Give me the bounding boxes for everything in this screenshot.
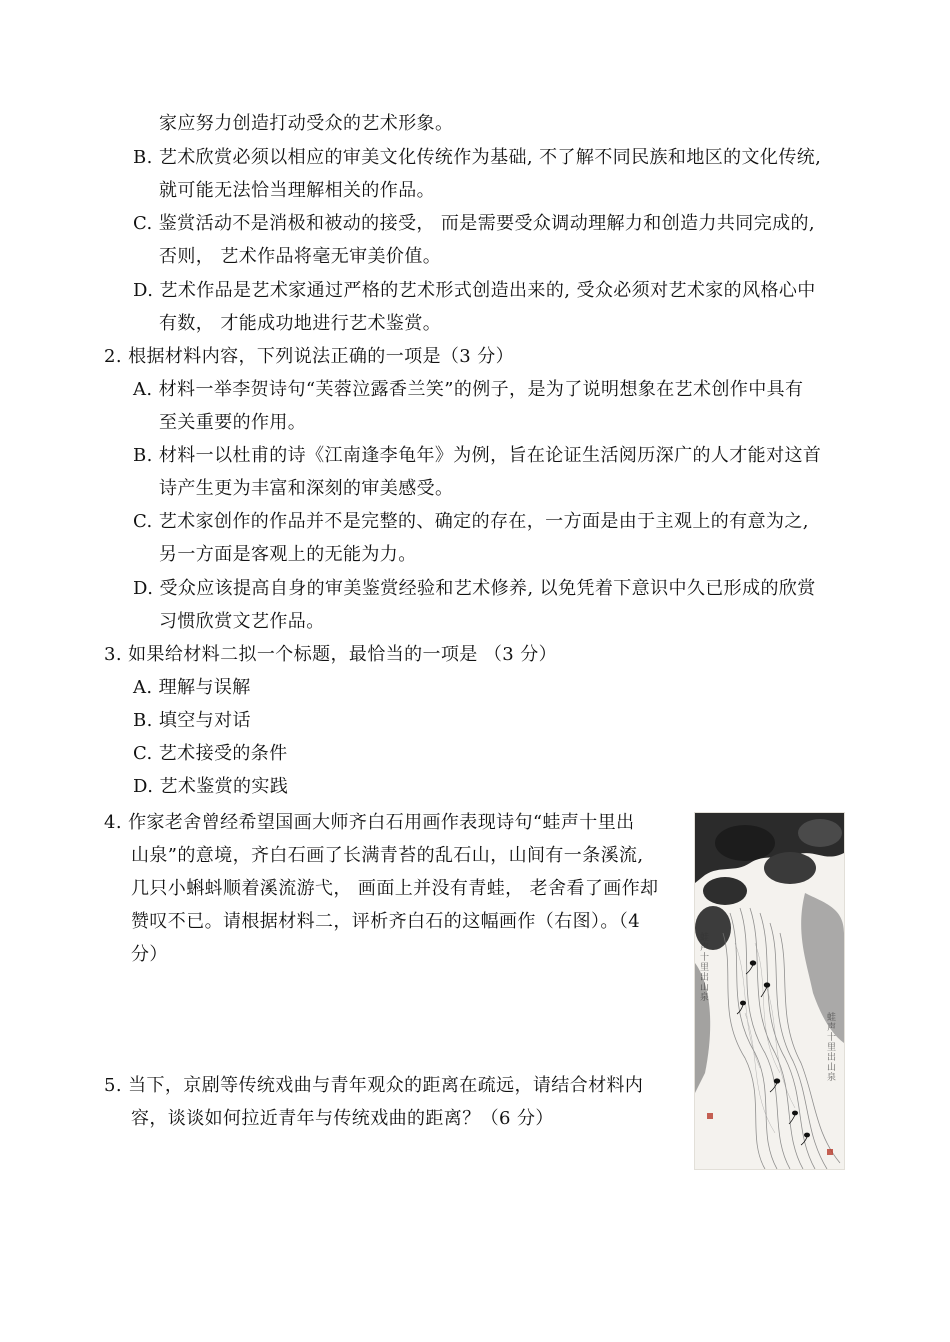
q2-option-d — [133, 576, 816, 602]
q3-option-d — [133, 774, 288, 800]
option-label: A. — [133, 379, 153, 400]
q5-line-1: 5. 当下，京剧等传统戏曲与青年观众的距离在疏远，请结合材料内 — [104, 1075, 644, 1096]
q3-option-a — [133, 675, 251, 701]
option-label: C. — [133, 213, 153, 234]
option-text: 填空与对话 — [158, 710, 251, 731]
option-label: D. — [133, 578, 154, 599]
painting-inscription-right: 蛙声十里出山泉 — [827, 1013, 837, 1083]
option-label: A. — [133, 677, 153, 698]
option-label: C. — [133, 743, 153, 764]
option-label: B. — [133, 147, 153, 168]
q1-option-b — [133, 145, 821, 171]
option-text: 艺术鉴赏的实践 — [159, 776, 289, 797]
option-text: 材料一举李贺诗句“芙蓉泣露香兰笑”的例子，是为了说明想象在艺术创作中具有 — [158, 379, 804, 400]
q2-option-d-cont: 习惯欣赏文艺作品。 — [159, 611, 325, 632]
q1-option-c — [133, 211, 815, 237]
option-text: 材料一以杜甫的诗《江南逢李龟年》为例，旨在论证生活阅历深广的人才能对这首 — [158, 445, 822, 466]
q4-line-5: 分） — [131, 944, 168, 965]
painting-inscription: 蛙声十里出山泉 — [700, 933, 710, 1003]
q2-option-c-cont: 另一方面是客观上的无能为力。 — [159, 544, 417, 565]
q2-option-b — [133, 443, 821, 469]
q2-option-c — [133, 509, 809, 535]
q3-option-b — [133, 708, 251, 734]
option-label: B. — [133, 445, 153, 466]
option-text: 艺术接受的条件 — [158, 743, 288, 764]
option-text: 艺术欣赏必须以相应的审美文化传统作为基础, 不了解不同民族和地区的文化传统, — [158, 147, 822, 168]
option-text: 理解与误解 — [158, 677, 251, 698]
option-label: D. — [133, 280, 154, 301]
q2-stem: 2. 根据材料内容，下列说法正确的一项是（3 分） — [104, 346, 515, 367]
q4-line-2: 山泉”的意境，齐白石画了长满青苔的乱石山，山间有一条溪流, — [131, 845, 644, 866]
q5-line-2: 容，谈谈如何拉近青年与传统戏曲的距离？（6 分） — [131, 1108, 554, 1129]
ink-painting-image — [694, 812, 845, 1170]
option-text: 艺术作品是艺术家通过严格的艺术形式创造出来的, 受众必须对艺术家的风格心中 — [159, 280, 816, 301]
q2-option-b-cont: 诗产生更为丰富和深刻的审美感受。 — [159, 478, 454, 499]
option-label: D. — [133, 776, 154, 797]
q4-line-1: 4. 作家老舍曾经希望国画大师齐白石用画作表现诗句“蛙声十里出 — [104, 812, 635, 833]
q1-option-d — [133, 278, 816, 304]
q1-option-d-cont: 有数， 才能成功地进行艺术鉴赏。 — [159, 313, 442, 334]
q4-line-3: 几只小蝌蚪顺着溪流游弋， 画面上并没有青蛙， 老舍看了画作却 — [131, 878, 659, 899]
q4-line-4: 赞叹不已。请根据材料二，评析齐白石的这幅画作（右图）。（4 — [131, 911, 641, 932]
option-text: 鉴赏活动不是消极和被动的接受， 而是需要受众调动理解力和创造力共同完成的, — [158, 213, 816, 234]
ink-painting-svg — [695, 813, 844, 1169]
q2-option-a — [133, 377, 803, 403]
option-text: 受众应该提高自身的审美鉴赏经验和艺术修养, 以免凭着下意识中久已形成的欣赏 — [159, 578, 816, 599]
q2-option-a-cont: 至关重要的作用。 — [159, 412, 307, 433]
q3-option-c — [133, 741, 288, 767]
option-label: B. — [133, 710, 153, 731]
q3-stem: 3. 如果给材料二拟一个标题，最恰当的一项是 （3 分） — [104, 644, 557, 665]
option-text: 艺术家创作的作品并不是完整的、确定的存在，一方面是由于主观上的有意为之, — [158, 511, 809, 532]
q1-option-b-cont: 就可能无法恰当理解相关的作品。 — [159, 180, 435, 201]
q1-option-c-cont: 否则， 艺术作品将毫无审美价值。 — [159, 246, 442, 267]
option-label: C. — [133, 511, 153, 532]
option-continuation: 家应努力创造打动受众的艺术形象。 — [159, 113, 454, 134]
